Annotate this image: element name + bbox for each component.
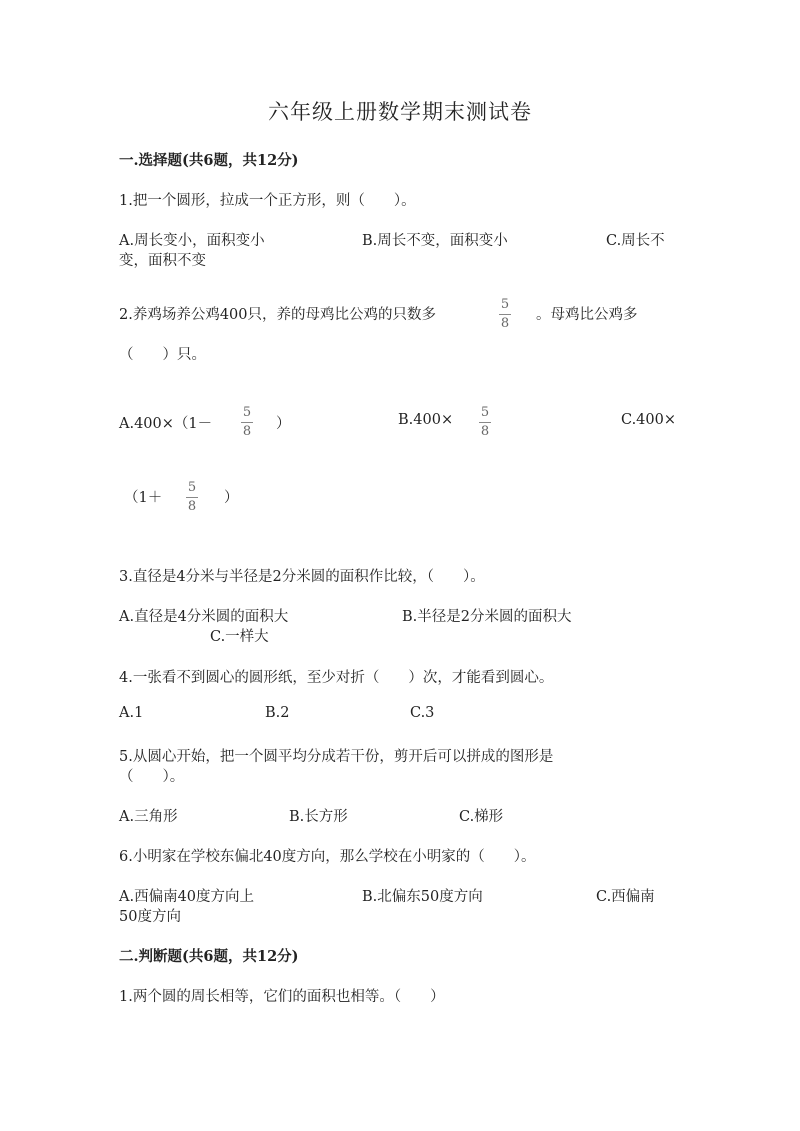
section-2-heading: 二.判断题(共6题，共12分) — [119, 948, 299, 965]
q3-option-a: A.直径是4分米圆的面积大 — [119, 609, 289, 625]
q2-option-c-line2-suffix: ） — [224, 490, 239, 506]
q4-option-b: B.2 — [265, 705, 290, 721]
fraction-bar — [186, 497, 198, 498]
q2-option-c-line2-prefix: （1＋ — [124, 490, 163, 506]
fraction-numerator: 5 — [242, 405, 252, 420]
fraction-denominator: 8 — [242, 424, 252, 439]
q5-option-a: A.三角形 — [119, 809, 178, 825]
q2-option-a-suffix: ） — [276, 416, 291, 432]
question-1-stem: 1.把一个圆形，拉成一个正方形，则（ ）。 — [119, 193, 416, 209]
fraction-bar — [499, 314, 511, 315]
fraction-bar — [479, 422, 491, 423]
q1-option-a: A.周长变小，面积变小 — [119, 233, 265, 249]
fraction-denominator: 8 — [187, 499, 197, 514]
page-title: 六年级上册数学期末测试卷 — [268, 100, 532, 124]
q3-option-c: C.一样大 — [210, 629, 269, 645]
q4-option-a: A.1 — [119, 705, 144, 721]
q2-option-c-prefix: C.400× — [621, 412, 677, 428]
question-4-stem: 4.一张看不到圆心的圆形纸，至少对折（ ）次，才能看到圆心。 — [119, 670, 554, 686]
q6-option-c: C.西偏南 — [596, 889, 655, 905]
question-2-stem-line2: （ ）只。 — [119, 347, 206, 363]
q2-option-a-fraction — [241, 406, 253, 438]
fraction-bar — [241, 422, 253, 423]
q2-option-a-prefix: A.400×（1－ — [119, 416, 213, 432]
q6-option-a: A.西偏南40度方向上 — [119, 889, 255, 905]
q5-option-c: C.梯形 — [459, 809, 504, 825]
q2-option-b-prefix: B.400× — [398, 412, 454, 428]
q5-option-b: B.长方形 — [289, 809, 348, 825]
question-2-stem: 2.养鸡场养公鸡400只，养的母鸡比公鸡的只数多 — [119, 307, 437, 323]
fraction-numerator: 5 — [480, 405, 490, 420]
q6-option-b: B.北偏东50度方向 — [362, 889, 483, 905]
fraction-five-eighths — [499, 298, 511, 330]
q3-option-b: B.半径是2分米圆的面积大 — [402, 609, 572, 625]
fraction-numerator: 5 — [500, 297, 510, 312]
fraction-denominator: 8 — [500, 316, 510, 331]
q1-option-c: C.周长不 — [606, 233, 665, 249]
q2-option-c-fraction — [186, 481, 198, 513]
q4-option-c: C.3 — [410, 705, 435, 721]
q1-option-c-continued: 变，面积不变 — [119, 253, 206, 269]
fraction-denominator: 8 — [480, 424, 490, 439]
fraction-numerator: 5 — [187, 480, 197, 495]
question-5-stem: 5.从圆心开始，把一个圆平均分成若干份，剪开后可以拼成的图形是 — [119, 749, 554, 765]
q6-option-c-continued: 50度方向 — [119, 909, 181, 925]
question-6-stem: 6.小明家在学校东偏北40度方向，那么学校在小明家的（ ）。 — [119, 849, 536, 865]
question-5-stem-line2: （ ）。 — [119, 769, 185, 785]
question-3-stem: 3.直径是4分米与半径是2分米圆的面积作比较，（ ）。 — [119, 569, 485, 585]
q2-option-b-fraction — [479, 406, 491, 438]
section-1-heading: 一.选择题(共6题，共12分) — [119, 152, 299, 169]
judge-question-1-stem: 1.两个圆的周长相等，它们的面积也相等。（ ） — [119, 989, 445, 1005]
question-2-stem-end: 。母鸡比公鸡多 — [536, 307, 638, 323]
q1-option-b: B.周长不变，面积变小 — [362, 233, 508, 249]
